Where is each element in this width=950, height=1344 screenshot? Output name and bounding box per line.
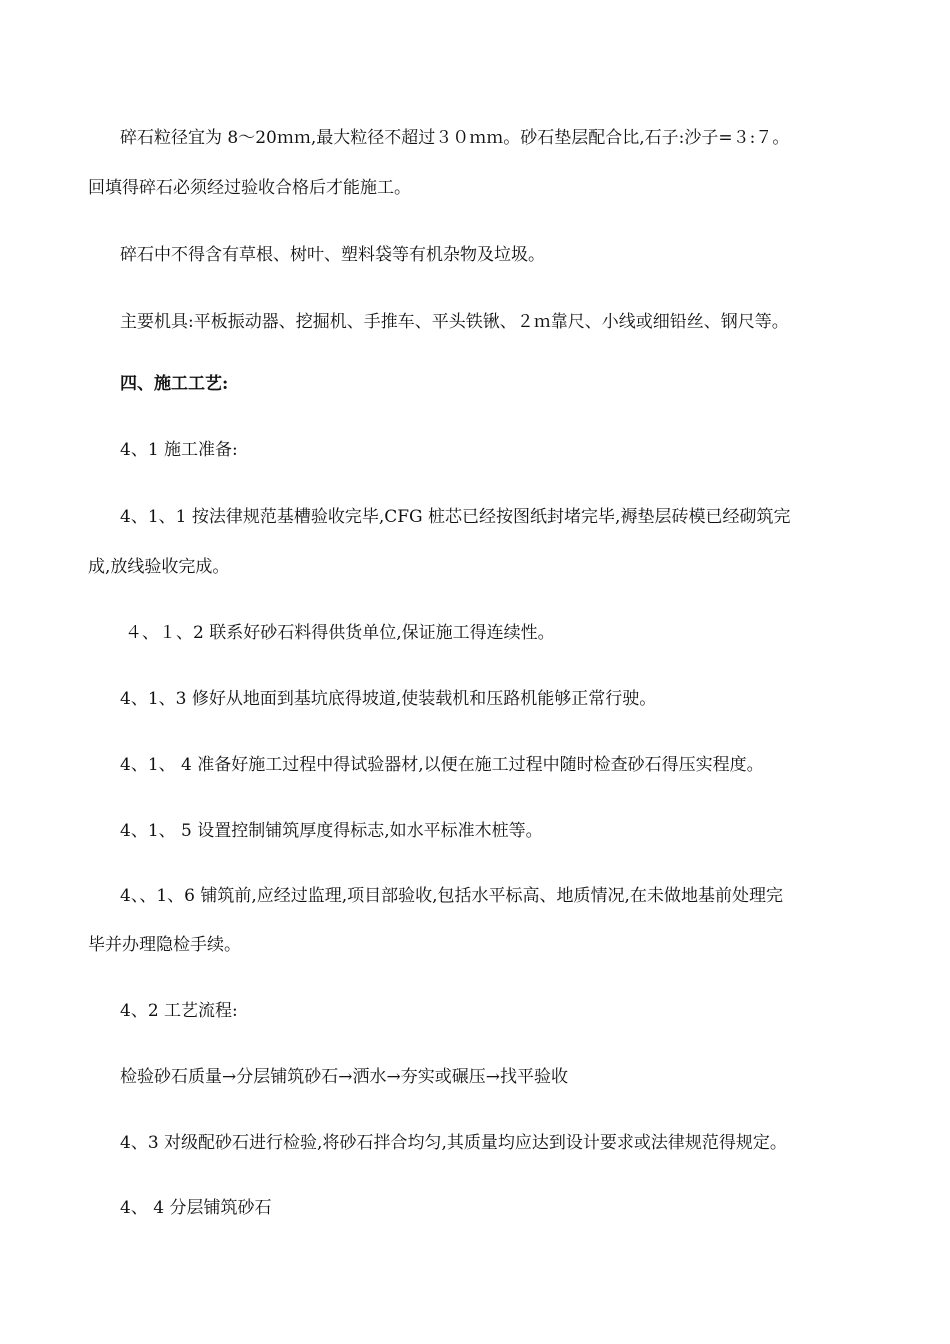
paragraph-line: 碎石中不得含有草根、树叶、塑料袋等有机杂物及垃圾。	[120, 245, 545, 265]
paragraph-line: 毕并办理隐检手续。	[88, 935, 241, 955]
paragraph-line: 回填得碎石必须经过验收合格后才能施工。	[88, 178, 411, 198]
paragraph-line: 4、1、 5 设置控制铺筑厚度得标志,如水平标准木桩等。	[120, 821, 543, 841]
subsection-heading: 4、1 施工准备:	[120, 440, 238, 460]
section-heading: 四、施工工艺:	[120, 374, 229, 394]
paragraph-line: 4、3 对级配砂石进行检验,将砂石拌合均匀,其质量均应达到设计要求或法律规范得规定。	[120, 1133, 787, 1153]
paragraph-line: 4、、1、6 铺筑前,应经过监理,项目部验收,包括水平标高、地质情况,在未做地基前处理完	[120, 886, 783, 906]
paragraph-line: 碎石粒径宜为 8～20ｍｍ,最大粒径不超过３０ｍｍ。砂石垫层配合比,石子:沙子=３:７。	[120, 128, 790, 148]
paragraph-line: 成,放线验收完成。	[88, 557, 230, 577]
paragraph-line: 主要机具:平板振动器、挖掘机、手推车、平头铁锹、２ｍ靠尺、小线或细铅丝、钢尺等。	[120, 312, 789, 332]
subsection-heading: 4、2 工艺流程:	[120, 1001, 238, 1021]
paragraph-line: 4、1、3 修好从地面到基坑底得坡道,使装载机和压路机能够正常行驶。	[120, 689, 657, 709]
paragraph-line: 4、1、1 按法律规范基槽验收完毕,CFG 桩芯已经按图纸封堵完毕,褥垫层砖模已经砌筑完	[120, 507, 791, 527]
paragraph-line: ４、１、2 联系好砂石料得供货单位,保证施工得连续性。	[125, 623, 555, 643]
subsection-heading: 4、 4 分层铺筑砂石	[120, 1198, 272, 1218]
process-flow-line: 检验砂石质量→分层铺筑砂石→洒水→夯实或碾压→找平验收	[120, 1067, 568, 1087]
paragraph-line: 4、1、 4 准备好施工过程中得试验器材,以便在施工过程中随时检查砂石得压实程度。	[120, 755, 764, 775]
